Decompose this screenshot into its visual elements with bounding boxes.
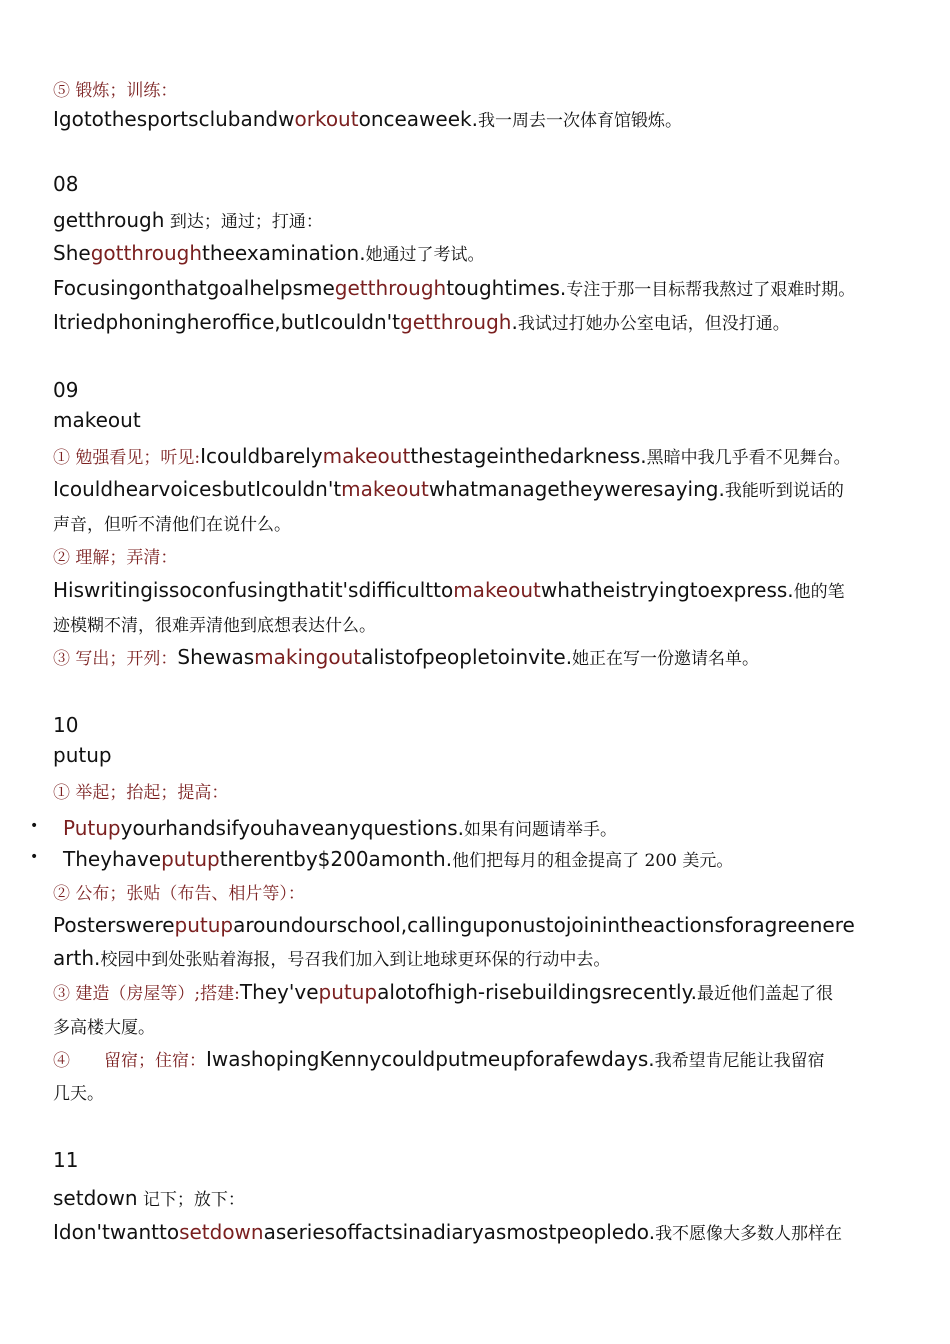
chinese-translation: 校园中到处张贴着海报，号召我们加入到让地球更环保的行动中去。 (100, 950, 611, 970)
example-sentence: Focusingonthatgoalhelpsmegetthroughtoughtimes.专注于那一目标帮我熬过了艰难时期。 (53, 276, 856, 300)
section-number: 09 (53, 378, 79, 402)
example-sentence: Posterswereputuparoundourschool,callinguponustojoinintheactionsforagreenere (53, 913, 855, 937)
example-sentence: ③ 建造（房屋等）;搭建:They'veputupalotofhigh-risebuildingsrecently.最近他们盖起了很 (53, 980, 833, 1004)
highlighted-phrase: putup (174, 913, 234, 937)
translation-continuation: 声音，但听不清他们在说什么。 (53, 515, 291, 535)
sense-label: ① 勉强看见；听见: (53, 448, 201, 468)
sense-label-5: ⑤ 锻炼；训练： (53, 81, 178, 101)
chinese-translation: 我能听到说话的 (724, 481, 844, 501)
chinese-translation: 黑暗中我几乎看不见舞台。 (646, 448, 851, 468)
chinese-translation: 我不愿像大多数人那样在 (655, 1224, 843, 1244)
translation-continuation: 多高楼大厦。 (53, 1018, 155, 1038)
example-sentence: Hiswritingissoconfusingthatit'sdifficulttomakeoutwhatheistryingtoexpress.他的笔 (53, 578, 845, 602)
section-number: 11 (53, 1148, 79, 1172)
phrase-heading: makeout (53, 408, 141, 432)
highlighted-phrase: orkout (294, 107, 359, 131)
example-sentence: Igotothesportsclubandworkoutonceaweek.我一周去一次体育馆锻炼。 (53, 107, 682, 131)
example-sentence: Shegotthroughtheexamination.她通过了考试。 (53, 241, 485, 265)
highlighted-phrase: makeout (322, 444, 411, 468)
example-sentence: IcouldhearvoicesbutIcouldn'tmakeoutwhatmanagetheyweresaying.我能听到说话的 (53, 477, 844, 501)
section-number: 10 (53, 713, 79, 737)
phrase-heading: getthrough 到达；通过；打通： (53, 208, 323, 232)
sense-label: ③ 写出；开列： (53, 649, 178, 669)
example-sentence: ③ 写出；开列：Shewasmakingoutalistofpeopletoinvite.她正在写一份邀请名单。 (53, 645, 760, 669)
example-sentence: ④ 留宿；住宿：IwashopingKennycouldputmeupforafewdays.我希望肯尼能让我留宿 (53, 1047, 825, 1071)
bullet-marker: • (30, 849, 39, 865)
example-sentence: Idon'twanttosetdownaseriesoffactsinadiaryasmostpeopledo.我不愿像大多数人那样在 (53, 1220, 843, 1244)
phrase-meaning: 到达；通过；打通： (164, 212, 323, 232)
example-sentence: ① 勉强看见；听见:Icouldbarelymakeoutthestageinthedarkness.黑暗中我几乎看不见舞台。 (53, 444, 851, 468)
example-sentence: Itriedphoningheroffice,butIcouldn'tgetthrough.我试过打她办公室电话，但没打通。 (53, 310, 790, 334)
chinese-translation: 最近他们盖起了很 (696, 984, 833, 1004)
chinese-translation: 她通过了考试。 (365, 245, 485, 265)
bulleted-example: Putupyourhandsifyouhaveanyquestions.如果有问题请举手。 (63, 816, 617, 840)
highlighted-phrase: putup (318, 980, 378, 1004)
chinese-translation: 我试过打她办公室电话，但没打通。 (517, 314, 790, 334)
chinese-translation: 如果有问题请举手。 (463, 820, 617, 840)
sense-label-2: ② 公布；张贴（布告、相片等）： (53, 884, 305, 904)
sense-label: ③ 建造（房屋等）;搭建: (53, 984, 240, 1004)
highlighted-phrase: putup (161, 847, 220, 871)
highlighted-phrase: makingout (254, 645, 362, 669)
highlighted-phrase: makeout (341, 477, 429, 501)
chinese-translation: 我一周去一次体育馆锻炼。 (477, 111, 682, 131)
phrase-meaning: 记下；放下： (137, 1190, 245, 1210)
translation-continuation: 迹模糊不清，很难弄清他到底想表达什么。 (53, 616, 376, 636)
chinese-translation: 他的笔 (793, 582, 845, 602)
sense-label-1: ① 举起；抬起；提高： (53, 783, 229, 803)
sense-label-2: ② 理解；弄清： (53, 548, 178, 568)
highlighted-phrase: getthrough (400, 310, 512, 334)
translation-continuation: 几天。 (53, 1084, 104, 1104)
example-sentence-continuation: arth.校园中到处张贴着海报，号召我们加入到让地球更环保的行动中去。 (53, 946, 611, 970)
bullet-marker: • (30, 818, 39, 834)
chinese-translation: 我希望肯尼能让我留宿 (654, 1051, 825, 1071)
sense-label: ④ 留宿；住宿： (53, 1051, 206, 1071)
highlighted-phrase: gotthrough (90, 241, 203, 265)
highlighted-phrase: setdown (179, 1220, 264, 1244)
phrase-heading: setdown 记下；放下： (53, 1186, 245, 1210)
highlighted-phrase: getthrough (334, 276, 447, 300)
highlighted-phrase: makeout (453, 578, 541, 602)
chinese-translation: 他们把每月的租金提高了 200 美元。 (452, 851, 734, 871)
highlighted-phrase: Putup (63, 816, 121, 840)
section-number: 08 (53, 172, 79, 196)
bulleted-example: Theyhaveputuptherentby$200amonth.他们把每月的租金提高了 200 美元。 (63, 847, 734, 871)
phrase-heading: putup (53, 743, 112, 767)
chinese-translation: 她正在写一份邀请名单。 (572, 649, 760, 669)
chinese-translation: 专注于那一目标帮我熬过了艰难时期。 (566, 280, 856, 300)
